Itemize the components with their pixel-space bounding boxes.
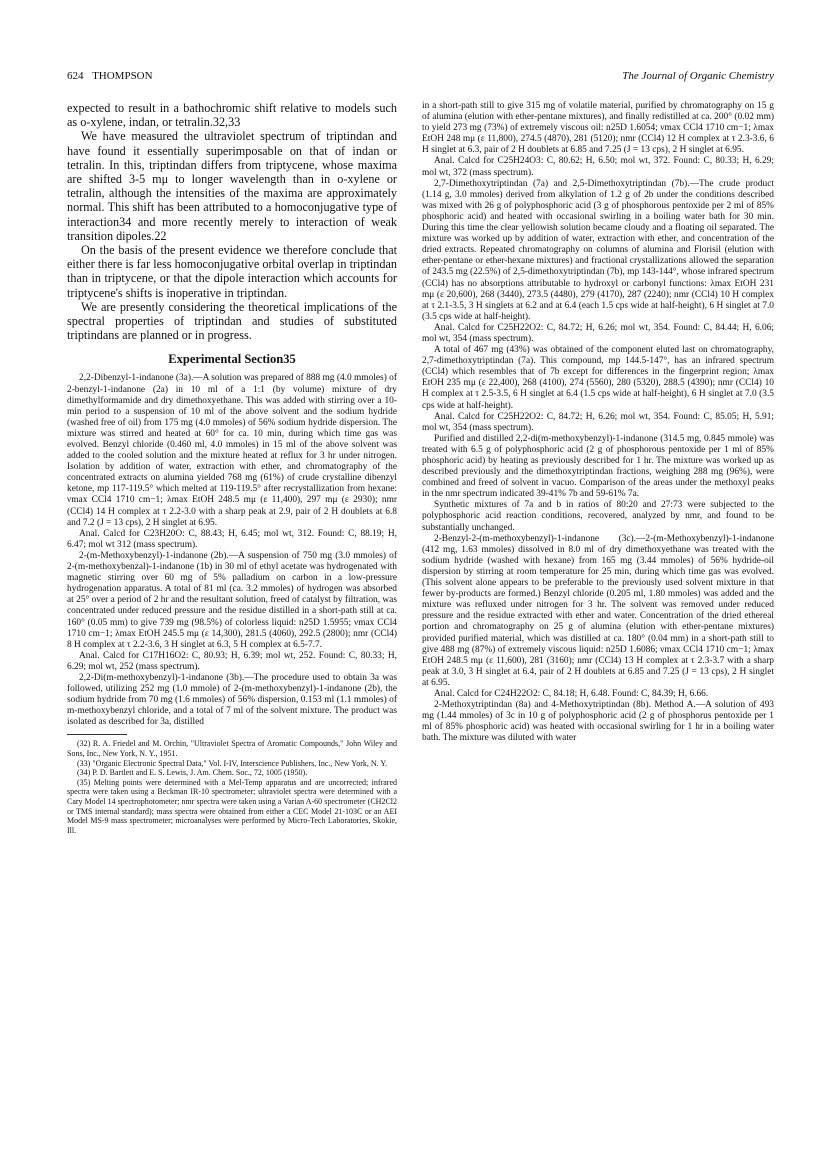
paragraph: 2-(m-Methoxybenzyl)-1-indanone (2b).—A suspension of 750 mg (3.0 mmoles) of 2-(m-methoxybenzal)-1-indanone (1b) in 30 ml of ethyl acetate was hydrogenated with magnetic stirring over 60 mg of 5% palladium on carbon in a low-pressure hydrogenation apparatus. A total of 81 ml (ca. 3.2 mmoles) of hydrogen was absorbed at 25° over a period of 2 hr and the resultant solution, freed of catalyst by filtration, was concentrated under reduced pressure and the residue distilled in a short-path still at ca. 160° (0.05 mm) to give 739 mg (98.5%) of colorless liquid: n25D 1.5955; νmax CCl4 1710 cm−1; λmax EtOH 245.5 mμ (ε 14,300), 281.5 (4060), 292.5 (2800); nmr (CCl4) 8 H complex at τ 2.2-3.6, 3 H singlet at 6.3, 5 H complex at 6.5-7.7. bbox=[67, 550, 397, 650]
paragraph: We are presently considering the theoretical implications of the spectral properties of triptindan and studies of substituted triptindans are planned or in progress. bbox=[67, 299, 397, 343]
paragraph: Anal. Calcd for C17H16O2: C, 80.93; H, 6.39; mol wt, 252. Found: C, 80.33; H, 6.29; mol wt, 252 (mass spectrum). bbox=[67, 650, 397, 672]
paragraph: Synthetic mixtures of 7a and b in ratios of 80:20 and 27:73 were subjected to the polyphosphoric acid reaction conditions, recovered, analyzed by nmr, and found to be substantially unchanged. bbox=[422, 500, 774, 533]
paragraph: A total of 467 mg (43%) was obtained of the component eluted last on chromatography, 2,7-dimethoxytriptindan (7a). This compound, mp 144.5-147°, has an infrared spectrum (CCl4) which resembles that of 7b except for differences in the fingerprint region; λmax EtOH 235 mμ (ε 22,400), 268 (4100), 274 (5560), 280 (5320), 288.5 (4390); nmr (CCl4) 10 H complex at τ 2.5-3.5, 6 H singlet at 6.4 (1.5 cps wide at half-height), 6 H singlet at 7.0 (3.5 cps wide at half-height). bbox=[422, 345, 774, 411]
footnote: (34) P. D. Bartlett and E. S. Lewis, J. Am. Chem. Soc., 72, 1005 (1950). bbox=[77, 768, 308, 778]
paragraph: Anal. Calcd for C24H22O2: C, 84.18; H, 6.48. Found: C, 84.39; H, 6.66. bbox=[434, 688, 709, 699]
paragraph: Purified and distilled 2,2-di(m-methoxybenzyl)-1-indanone (314.5 mg, 0.845 mmole) was treated with 6.5 g of polyphosphoric acid (2 g of phosphorous pentoxide per 1 ml of 85% phosphoric acid) by heating as previously described for 1 hr. The mixture was worked up as described previously and the dimethoxytriptindan fractions, weighing 288 mg (96%), were combined and freed of solvent in vacuo. Comparison of the areas under the methoxyl peaks in the nmr spectrum indicated 39-41% 7b and 59-61% 7a. bbox=[422, 433, 774, 500]
discussion-text bbox=[67, 101, 397, 342]
paragraph: expected to result in a bathochromic shift relative to models such as o-xylene, indan, or tetralin.32,33 bbox=[67, 101, 397, 130]
left-column bbox=[67, 101, 397, 835]
footnotes bbox=[67, 739, 397, 835]
paragraph: 2-Methoxytriptindan (8a) and 4-Methoxytriptindan (8b). Method A.—A solution of 493 mg (1.44 mmoles) of 3c in 10 g of polyphosphoric acid (2 g of phosphorus pentoxide per 1 ml of 85% phosphoric acid) was heated with occasional swirling for 1 hr in a boiling water bath. The mixture was diluted with water bbox=[422, 700, 774, 744]
paragraph: in a short-path still to give 315 mg of volatile material, purified by chromatography on 15 g of alumina (elution with ether-pentane mixtures), and finally redistilled at ca. 200° (0.02 mm) to yield 273 mg (73%) of extremely viscous oil: n25D 1.6054; νmax CCl4 1710 cm−1; λmax EtOH 248 mμ (ε 11,800), 274.5 (4870), 281 (5120); nmr (CCl4) 12 H complex at τ 2.3-3.6, 6 H singlet at 6.3, pair of 2 H doublets at 6.85 and 7.25 (J = 13 cps), 2 H singlet at 6.95. bbox=[422, 101, 774, 156]
section-heading: Experimental Section35 bbox=[168, 352, 296, 367]
paragraph: 2,7-Dimethoxytriptindan (7a) and 2,5-Dimethoxytriptindan (7b).—The crude product (1.14 g, 3.0 mmoles) derived from alkylation of 1.2 g of 2b under the conditions described was mixed with 26 g of polyphosphoric acid (3 g of phosphorous pentoxide per 2 ml of 85% phosphoric acid) and heated with occasional swirling in a boiling water bath for 30 min. During this time the clear yellowish solution became cloudy and a floating oil separated. The mixture was worked up by addition of water, extraction with ether, and concentration of the dried extracts. Repeated chromatography on columns of alumina and Florisil (elution with ether-pentane or ether-hexane mixtures) and fractional crystallizations allowed the separation of 243.5 mg (22.5%) of 2,5-dimethoxytriptindan (7b), mp 143-144°, whose infrared spectrum (CCl4) has no absorptions attributable to hydroxyl or carbonyl functions: λmax EtOH 231 mμ (ε 20,600), 268 (3440), 273.5 (4480), 279 (4170), 287 (2240); nmr (CCl4) 10 H complex at τ 2.1-3.5, 3 H singlets at 6.2 and at 6.4 (each 1.5 cps wide at half-height), 6 H singlet at 7.0 (3.5 cps wide at half-height). bbox=[422, 178, 774, 322]
running-author: THOMPSON bbox=[92, 70, 153, 82]
paragraph: On the basis of the present evidence we therefore conclude that either there is far less homoconjugative orbital overlap in triptindan than in triptycene, or that the dipole interaction which accounts for triptycene's shifts is inoperative in triptindan. bbox=[67, 243, 397, 300]
header-left bbox=[67, 70, 153, 86]
paragraph: Anal. Calcd for C23H20O: C, 88.43; H, 6.45; mol wt, 312. Found: C, 88.19; H, 6.47; mol wt 312 (mass spectrum). bbox=[67, 528, 397, 550]
page-header bbox=[67, 70, 774, 86]
paragraph: We have measured the ultraviolet spectrum of triptindan and have found it essentially superimposable on that of indan or tetralin. In this, triptindan differs from triptycene, whose maxima are shifted 3-5 mμ to longer wavelength than in o-xylene or tetralin, although the intensities of the maxima are approximately normal. This shift has been attributed to a homoconjugative type of interaction34 and more recently merely to interaction of weak transition dipoles.22 bbox=[67, 129, 397, 243]
experimental-text bbox=[67, 373, 397, 728]
paragraph: 2-Benzyl-2-(m-methoxybenzyl)-1-indanone (3c).—2-(m-Methoxybenzyl)-1-indanone (412 mg, 1.63 mmoles) dissolved in 8.0 ml of dry dimethoxyethane was treated with the sodium hydride (washed with hexane) from 165 mg (3.44 mmoles) of 56% hydride-oil dispersion by stirring at room temperature for 25 min, during which time gas was evolved. (This solvent alone appears to be preferable to the previously used solvent mixture in that fewer by-products are formed.) Benzyl chloride (0.205 ml, 1.80 mmoles) was added and the mixture was refluxed under nitrogen for 3 hr. The solvent was removed under reduced pressure and the residue extracted with ether and water. Concentration of the dried ethereal portion and chromatography on 25 g of alumina (elution with ether-pentane mixtures) provided purified material, which was distilled at ca. 180° (0.04 mm) in a short-path still to give 488 mg (87%) of extremely viscous liquid: n25D 1.6086; νmax CCl4 1710 cm−1; λmax EtOH 248.5 mμ (ε 11,600), 281 (3160); nmr (CCl4) 13 H complex at τ 2.3-3.7 with a sharp peak at 3.0, 3 H singlet at 6.4, pair of 2 H doublets at 6.85 and 7.25 (J = 13 cps), 2 H singlet at 6.95. bbox=[422, 533, 774, 688]
footnote: (33) "Organic Electronic Spectral Data," Vol. I-IV, Interscience Publishers, Inc., New York, N. Y. bbox=[77, 758, 388, 768]
paragraph: Anal. Calcd for C25H22O2: C, 84.72; H, 6.26; mol wt, 354. Found: C, 84.44; H, 6.06; mol wt, 354 (mass spectrum). bbox=[422, 322, 774, 344]
paragraph: 2,2-Di(m-methoxybenzyl)-1-indanone (3b).—The procedure used to obtain 3a was followed, utilizing 252 mg (1.0 mmole) of 2-(m-methoxybenzyl)-1-indanone (2b), the sodium hydride from 70 mg (1.6 mmoles) of 56% dispersion, 0.153 ml (1.1 mmoles) of m-methoxybenzyl chloride, and a total of 7 ml of the solvent mixture. The product was isolated as described for 3a, distilled bbox=[67, 672, 397, 728]
paragraph: Anal. Calcd for C25H24O3: C, 80.62; H, 6.50; mol wt, 372. Found: C, 80.33; H, 6.29; mol wt, 372 (mass spectrum). bbox=[422, 156, 774, 178]
footnote: (32) R. A. Friedel and M. Orchin, "Ultraviolet Spectra of Aromatic Compounds," John Wiley and Sons, Inc., New York, N. Y., 1951. bbox=[67, 739, 397, 759]
right-column bbox=[422, 101, 774, 744]
footnote-divider bbox=[67, 734, 127, 735]
paragraph: 2,2-Dibenzyl-1-indanone (3a).—A solution was prepared of 888 mg (4.0 mmoles) of 2-benzyl-1-indanone (2a) in 10 ml of a 1:1 (by volume) mixture of dry dimethylformamide and dry dimethoxyethane. This was added with stirring over a 10-min period to a suspension of 10 ml of the above solvent and the sodium hydride (washed free of oil) from 175 mg (4.0 mmoles) of 56% sodium hydride dispersion. The mixture was stirred and heated at 60° for ca. 10 min, during which time gas was evolved. Benzyl chloride (0.460 ml, 4.0 mmoles) in 15 ml of the above solvent was added to the cooled solution and the mixture heated at reflux for 3 hr under nitrogen. Isolation by addition of water, extraction with ether, and chromatography of the concentrated extracts on alumina yielded 768 mg (61%) of crude crystalline dibenzyl ketone, mp 117-119.5° which melted at 119-119.5° after recrystallization from hexane: νmax CCl4 1710 cm−1; λmax EtOH 248.5 mμ (ε 11,400), 297 mμ (ε 2930); nmr (CCl4) 14 H complex at τ 2.2-3.0 with a sharp peak at 2.9, pair of 2 H doublets at 6.8 and 7.2 (J = 13 cps), 2 H singlet at 6.95. bbox=[67, 373, 397, 528]
page-number: 624 bbox=[67, 70, 84, 82]
paragraph: Anal. Calcd for C25H22O2: C, 84.72; H, 6.26; mol wt, 354. Found: C, 85.05; H, 5.91; mol wt, 354 (mass spectrum). bbox=[422, 411, 774, 433]
journal-title: The Journal of Organic Chemistry bbox=[622, 70, 774, 82]
footnote: (35) Melting points were determined with a Mel-Temp apparatus and are uncorrected; infrared spectra were taken using a Beckman IR-10 spectrometer; ultraviolet spectra were determined with a Cary Model 14 spectrophotometer; nmr spectra were taken using a Varian A-60 spectrometer (CH2Cl2 or TMS internal standard); mass spectra were obtained from either a CEC Model 21-103C or an AEI Model MS-9 mass spectrometer; microanalyses were performed by Micro-Tech Laboratories, Skokie, Ill. bbox=[67, 777, 397, 835]
